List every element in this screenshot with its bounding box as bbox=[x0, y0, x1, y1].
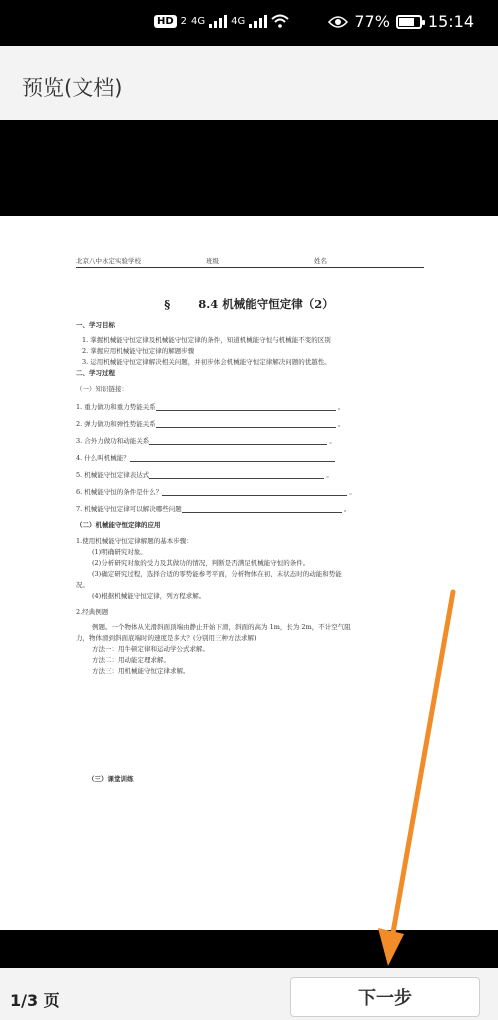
doc-line: 方法一：用牛顿定律和运动学公式求解。 bbox=[92, 645, 209, 653]
doc-line: 方法二：用动能定理求解。 bbox=[92, 656, 170, 664]
doc-line: （二）机械能守恒定律的应用 bbox=[76, 521, 161, 529]
doc-line: 一、学习目标 bbox=[76, 321, 115, 329]
doc-line: 2. 掌握应用机械能守恒定律的解题步骤 bbox=[82, 347, 195, 355]
answer-blank bbox=[149, 472, 324, 479]
doc-line-text: 2. 弹力做功和弹性势能关系 bbox=[76, 420, 156, 428]
battery-icon bbox=[396, 15, 422, 29]
doc-line: 1.使用机械能守恒定律解题的基本步骤： bbox=[76, 537, 193, 545]
answer-blank bbox=[156, 421, 336, 428]
doc-line: (4)根据机械能守恒定律，列方程求解。 bbox=[92, 592, 206, 600]
answer-blank bbox=[182, 506, 342, 513]
sim-index: 2 bbox=[180, 15, 188, 27]
doc-line-with-blank: 7. 机械能守恒定律可以解决哪些问题 。 bbox=[76, 505, 351, 513]
doc-title-section: § bbox=[164, 297, 171, 311]
battery-percent: 77% bbox=[354, 12, 390, 31]
doc-line-text: 6. 机械能守恒的条件是什么？ bbox=[76, 488, 163, 496]
doc-line: 3. 运用机械能守恒定律解决相关问题，并初步体会机械能守恒定律解决问题的优越性。 bbox=[82, 358, 331, 366]
doc-header bbox=[76, 256, 424, 268]
network-type-2: 4G bbox=[231, 15, 246, 27]
status-right bbox=[328, 12, 474, 31]
battery-fill bbox=[399, 18, 414, 26]
doc-school: 北京八中永定实验学校 bbox=[76, 257, 141, 265]
document-page[interactable] bbox=[0, 216, 498, 930]
doc-line: 二、学习过程 bbox=[76, 369, 115, 377]
doc-line-with-blank: 3. 合外力做功和动能关系 。 bbox=[76, 437, 336, 445]
bottom-bar bbox=[0, 968, 498, 1020]
doc-line: 力，物体滑到斜面底端时的速度是多大？(分别用三种方法求解) bbox=[76, 634, 257, 642]
app-bar bbox=[0, 46, 498, 120]
doc-line-with-blank: 6. 机械能守恒的条件是什么？ 。 bbox=[76, 488, 356, 496]
page-title: 预览(文档) bbox=[22, 76, 123, 100]
page-indicator: 1/3 页 bbox=[10, 991, 60, 1010]
network-type-1: 4G bbox=[191, 15, 206, 27]
doc-line: (1)明确研究对象。 bbox=[92, 548, 147, 556]
doc-line-text: 4. 什么叫机械能？ bbox=[76, 454, 130, 462]
doc-line: 2.经典例题 bbox=[76, 608, 109, 616]
doc-line: （三）课堂训练 bbox=[88, 775, 134, 783]
doc-line: （一）知识链接： bbox=[76, 385, 128, 393]
answer-blank bbox=[156, 404, 336, 411]
doc-line: 1. 掌握机械能守恒定律及机械能守恒定律的条件，知道机械能守恒与机械能不变的区别 bbox=[82, 336, 331, 344]
doc-line-text: 7. 机械能守恒定律可以解决哪些问题 bbox=[76, 505, 182, 513]
doc-line-with-blank bbox=[76, 453, 335, 462]
doc-line-text: 3. 合外力做功和动能关系 bbox=[76, 437, 150, 445]
wifi-icon bbox=[271, 14, 289, 28]
hd-badge: HD bbox=[154, 15, 177, 28]
doc-line-with-blank: 1. 重力做功和重力势能关系 。 bbox=[76, 403, 345, 411]
doc-class-label: 班级 bbox=[206, 257, 219, 265]
answer-blank bbox=[149, 438, 327, 445]
doc-line-with-blank: 2. 弹力做功和弹性势能关系 。 bbox=[76, 420, 345, 428]
clock: 15:14 bbox=[427, 12, 474, 31]
doc-line-text: 1. 重力做功和重力势能关系 bbox=[76, 403, 156, 411]
document-preview[interactable] bbox=[0, 120, 498, 968]
next-button[interactable]: 下一步 bbox=[290, 977, 480, 1017]
signal-icon bbox=[209, 14, 227, 28]
doc-line-text: 5. 机械能守恒定律表达式 bbox=[76, 471, 150, 479]
doc-title bbox=[0, 296, 498, 312]
answer-blank bbox=[162, 489, 347, 496]
doc-line: (3)确定研究过程，选择合适的零势能参考平面，分析物体在初、末状态时的动能和势能 bbox=[92, 570, 342, 578]
doc-line: 例题。一个物体从光滑斜面顶端由静止开始下滑，斜面的高为 1m，长为 2m，不计空气阻 bbox=[92, 623, 351, 631]
doc-line: 方法三：用机械能守恒定律求解。 bbox=[92, 667, 190, 675]
eye-icon bbox=[328, 15, 348, 29]
signal-icon-2 bbox=[249, 14, 267, 28]
status-left bbox=[154, 14, 289, 28]
doc-line-with-blank: 5. 机械能守恒定律表达式 。 bbox=[76, 471, 333, 479]
doc-title-text: 8.4 机械能守恒定律（2） bbox=[198, 297, 334, 311]
doc-name-label: 姓名 bbox=[314, 257, 327, 265]
doc-line: 况。 bbox=[76, 581, 89, 589]
doc-line: (2)分析研究对象的受力及其做功的情况，判断是否满足机械能守恒的条件。 bbox=[92, 559, 310, 567]
answer-blank bbox=[130, 455, 335, 462]
status-bar bbox=[0, 0, 498, 46]
